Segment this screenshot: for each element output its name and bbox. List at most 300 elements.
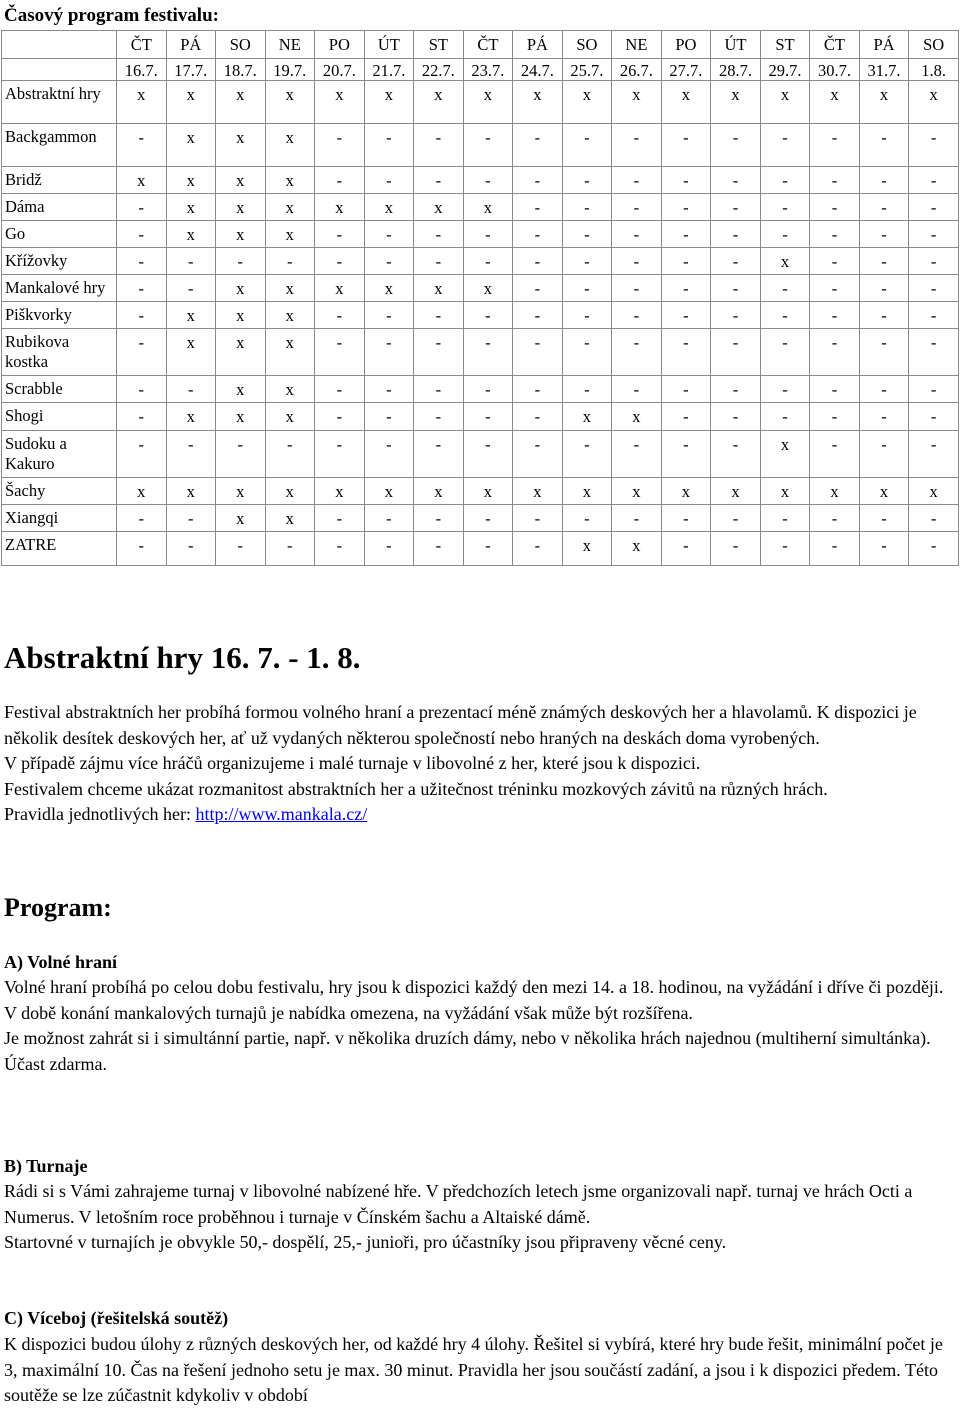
day-header-cell: PO <box>315 31 365 59</box>
schedule-table <box>1 30 959 566</box>
schedule-cell: - <box>612 505 662 532</box>
schedule-cell: x <box>265 194 315 221</box>
schedule-cell: x <box>265 275 315 302</box>
schedule-cell: x <box>612 403 662 431</box>
schedule-cell: x <box>760 431 810 478</box>
schedule-row <box>2 221 959 248</box>
schedule-cell: - <box>661 431 711 478</box>
header-empty-cell <box>2 31 117 59</box>
schedule-cell: x <box>463 275 513 302</box>
schedule-cell: x <box>216 376 266 403</box>
schedule-cell: - <box>364 403 414 431</box>
schedule-cell: - <box>315 376 365 403</box>
schedule-cell: x <box>117 81 167 124</box>
rules-label: Pravidla jednotlivých her: <box>4 804 196 824</box>
schedule-cell: - <box>117 532 167 566</box>
game-name-cell: Abstraktní hry <box>2 81 117 124</box>
schedule-cell: x <box>166 302 216 329</box>
schedule-cell: - <box>562 221 612 248</box>
schedule-cell: - <box>909 376 959 403</box>
schedule-cell: - <box>810 194 860 221</box>
schedule-row <box>2 248 959 275</box>
schedule-cell: - <box>166 376 216 403</box>
date-header-cell: 23.7. <box>463 59 513 81</box>
schedule-cell: - <box>364 124 414 167</box>
schedule-cell: - <box>414 302 464 329</box>
schedule-cell: x <box>216 275 266 302</box>
schedule-cell: - <box>661 124 711 167</box>
schedule-cell: - <box>414 124 464 167</box>
schedule-row <box>2 81 959 124</box>
schedule-cell: x <box>265 403 315 431</box>
intro-text <box>4 700 944 828</box>
schedule-cell: - <box>909 194 959 221</box>
festival-heading: Abstraktní hry 16. 7. - 1. 8. <box>4 640 361 675</box>
schedule-cell: - <box>364 505 414 532</box>
schedule-cell: x <box>364 478 414 505</box>
schedule-cell: x <box>909 81 959 124</box>
schedule-cell: x <box>909 478 959 505</box>
schedule-cell: - <box>711 505 761 532</box>
schedule-cell: - <box>513 505 563 532</box>
schedule-cell: - <box>612 275 662 302</box>
schedule-cell: x <box>216 478 266 505</box>
schedule-cell: - <box>414 221 464 248</box>
schedule-cell: - <box>711 431 761 478</box>
schedule-cell: x <box>810 478 860 505</box>
schedule-cell: x <box>463 478 513 505</box>
schedule-cell: - <box>760 194 810 221</box>
schedule-cell: x <box>315 275 365 302</box>
schedule-cell: x <box>315 194 365 221</box>
schedule-row <box>2 376 959 403</box>
schedule-cell: x <box>265 505 315 532</box>
schedule-cell: - <box>661 376 711 403</box>
schedule-cell: - <box>414 248 464 275</box>
schedule-cell: - <box>216 532 266 566</box>
schedule-cell: - <box>414 403 464 431</box>
schedule-cell: - <box>315 505 365 532</box>
day-header-cell: ST <box>760 31 810 59</box>
schedule-cell: x <box>760 478 810 505</box>
schedule-cell: - <box>612 329 662 376</box>
schedule-cell: - <box>117 505 167 532</box>
game-name-cell: Sudoku a Kakuro <box>2 431 117 478</box>
schedule-cell: - <box>810 124 860 167</box>
schedule-cell: x <box>265 221 315 248</box>
schedule-title: Časový program festivalu: <box>4 5 219 26</box>
schedule-cell: - <box>909 403 959 431</box>
schedule-cell: - <box>513 275 563 302</box>
schedule-cell: x <box>216 81 266 124</box>
schedule-cell: - <box>859 376 909 403</box>
game-name-cell: Šachy <box>2 478 117 505</box>
schedule-cell: - <box>612 124 662 167</box>
schedule-cell: - <box>909 329 959 376</box>
schedule-cell: - <box>117 329 167 376</box>
schedule-cell: - <box>810 505 860 532</box>
day-header-cell: NE <box>265 31 315 59</box>
schedule-cell: - <box>562 124 612 167</box>
schedule-cell: x <box>513 81 563 124</box>
schedule-cell: - <box>216 248 266 275</box>
schedule-cell: - <box>859 194 909 221</box>
schedule-cell: - <box>364 329 414 376</box>
schedule-cell: x <box>711 478 761 505</box>
schedule-cell: x <box>166 167 216 194</box>
schedule-cell: - <box>859 532 909 566</box>
schedule-cell: - <box>810 329 860 376</box>
schedule-cell: - <box>661 505 711 532</box>
schedule-cell: x <box>711 81 761 124</box>
schedule-cell: - <box>513 431 563 478</box>
game-name-cell: Dáma <box>2 194 117 221</box>
schedule-cell: x <box>166 124 216 167</box>
schedule-cell: - <box>909 275 959 302</box>
schedule-cell: - <box>760 221 810 248</box>
schedule-cell: - <box>909 167 959 194</box>
intro-paragraph: Festivalem chceme ukázat rozmanitost abstraktních her a užitečnost tréninku mozkových závitů na různých hrách. <box>4 778 828 799</box>
schedule-cell: - <box>463 532 513 566</box>
schedule-cell: - <box>810 221 860 248</box>
section-b-heading: B) Turnaje <box>4 1156 88 1176</box>
schedule-cell: - <box>513 221 563 248</box>
intro-paragraph: Festival abstraktních her probíhá formou volného hraní a prezentací méně známých deskových her a hlavolamů. K dispozici je několik desítek deskových her, ať už vydaných některou společností nebo hraných na deskách doma vyrobených. <box>4 702 917 748</box>
program-heading: Program: <box>4 893 112 922</box>
schedule-cell: x <box>463 194 513 221</box>
day-header-cell: ČT <box>117 31 167 59</box>
schedule-cell: x <box>760 248 810 275</box>
schedule-cell: - <box>711 248 761 275</box>
date-header-cell: 26.7. <box>612 59 662 81</box>
schedule-cell: - <box>760 302 810 329</box>
schedule-cell: - <box>166 248 216 275</box>
schedule-cell: - <box>859 275 909 302</box>
schedule-cell: - <box>760 167 810 194</box>
schedule-cell: - <box>513 124 563 167</box>
schedule-cell: - <box>562 329 612 376</box>
game-name-cell: Bridž <box>2 167 117 194</box>
schedule-row <box>2 275 959 302</box>
game-name-cell: Rubikova kostka <box>2 329 117 376</box>
schedule-cell: - <box>463 431 513 478</box>
day-header-cell: ST <box>414 31 464 59</box>
day-header-cell: PÁ <box>166 31 216 59</box>
schedule-cell: x <box>414 275 464 302</box>
day-header-cell: ČT <box>810 31 860 59</box>
game-name-cell: Piškvorky <box>2 302 117 329</box>
schedule-cell: - <box>909 124 959 167</box>
schedule-cell: - <box>562 167 612 194</box>
schedule-cell: - <box>414 505 464 532</box>
schedule-cell: - <box>166 431 216 478</box>
schedule-cell: x <box>166 329 216 376</box>
schedule-cell: x <box>265 302 315 329</box>
schedule-cell: - <box>909 532 959 566</box>
schedule-cell: - <box>711 124 761 167</box>
schedule-cell: - <box>661 532 711 566</box>
day-header-cell: ÚT <box>711 31 761 59</box>
schedule-cell: x <box>117 167 167 194</box>
date-header-cell: 18.7. <box>216 59 266 81</box>
schedule-table-body <box>2 31 959 566</box>
game-name-cell: Mankalové hry <box>2 275 117 302</box>
schedule-cell: - <box>315 403 365 431</box>
day-header-cell: NE <box>612 31 662 59</box>
schedule-row <box>2 532 959 566</box>
schedule-cell: - <box>463 505 513 532</box>
date-header-cell: 17.7. <box>166 59 216 81</box>
date-header-cell: 29.7. <box>760 59 810 81</box>
intro-paragraph: V případě zájmu více hráčů organizujeme i malé turnaje v libovolné z her, které jsou k dispozici. <box>4 753 701 773</box>
schedule-cell: x <box>216 505 266 532</box>
schedule-cell: - <box>513 194 563 221</box>
schedule-cell: - <box>711 403 761 431</box>
schedule-cell: - <box>562 248 612 275</box>
schedule-cell: - <box>216 431 266 478</box>
schedule-cell: - <box>562 505 612 532</box>
schedule-cell: - <box>315 431 365 478</box>
schedule-cell: x <box>364 275 414 302</box>
schedule-row <box>2 194 959 221</box>
schedule-cell: x <box>562 478 612 505</box>
schedule-row <box>2 329 959 376</box>
schedule-cell: x <box>216 124 266 167</box>
schedule-cell: - <box>364 302 414 329</box>
schedule-cell: - <box>562 431 612 478</box>
game-name-cell: Backgammon <box>2 124 117 167</box>
date-header-cell: 31.7. <box>859 59 909 81</box>
schedule-cell: - <box>513 329 563 376</box>
schedule-cell: - <box>117 302 167 329</box>
day-header-cell: PO <box>661 31 711 59</box>
schedule-cell: x <box>216 194 266 221</box>
schedule-cell: - <box>612 194 662 221</box>
schedule-row <box>2 478 959 505</box>
date-header-cell: 19.7. <box>265 59 315 81</box>
schedule-cell: - <box>810 248 860 275</box>
schedule-cell: - <box>810 167 860 194</box>
schedule-cell: x <box>414 194 464 221</box>
schedule-cell: - <box>414 431 464 478</box>
rules-link[interactable]: http://www.mankala.cz/ <box>195 804 368 824</box>
schedule-cell: - <box>760 532 810 566</box>
schedule-cell: - <box>661 275 711 302</box>
schedule-cell: - <box>463 329 513 376</box>
schedule-cell: x <box>562 81 612 124</box>
section-a-paragraph: Volné hraní probíhá po celou dobu festivalu, hry jsou k dispozici každý den mezi 14. a 18. hodinou, na vyžádání i dříve či později. V době konání mankalových turnajů je nabídka omezena, na vyžádání však může být rozšířena. <box>4 977 944 1023</box>
schedule-cell: - <box>463 302 513 329</box>
schedule-row <box>2 302 959 329</box>
schedule-cell: x <box>414 81 464 124</box>
schedule-cell: x <box>265 376 315 403</box>
section-c-heading: C) Víceboj (řešitelská soutěž) <box>4 1308 229 1328</box>
schedule-cell: - <box>909 302 959 329</box>
schedule-cell: - <box>414 167 464 194</box>
schedule-cell: - <box>463 403 513 431</box>
schedule-cell: - <box>661 221 711 248</box>
schedule-cell: - <box>661 167 711 194</box>
date-header-cell: 21.7. <box>364 59 414 81</box>
schedule-cell: - <box>612 376 662 403</box>
day-header-cell: ÚT <box>364 31 414 59</box>
schedule-cell: x <box>859 81 909 124</box>
schedule-cell: - <box>463 376 513 403</box>
schedule-cell: - <box>711 167 761 194</box>
game-name-cell: Křížovky <box>2 248 117 275</box>
date-header-cell: 24.7. <box>513 59 563 81</box>
schedule-cell: x <box>612 478 662 505</box>
schedule-cell: - <box>117 221 167 248</box>
section-a-paragraph: Účast zdarma. <box>4 1053 107 1074</box>
schedule-cell: - <box>661 248 711 275</box>
schedule-row <box>2 167 959 194</box>
schedule-cell: x <box>166 403 216 431</box>
schedule-cell: - <box>859 124 909 167</box>
schedule-cell: - <box>711 329 761 376</box>
schedule-cell: - <box>760 124 810 167</box>
schedule-cell: x <box>265 167 315 194</box>
schedule-cell: - <box>364 221 414 248</box>
schedule-cell: - <box>760 403 810 431</box>
schedule-cell: x <box>810 81 860 124</box>
schedule-cell: - <box>562 194 612 221</box>
schedule-cell: - <box>315 221 365 248</box>
schedule-cell: - <box>909 221 959 248</box>
game-name-cell: Scrabble <box>2 376 117 403</box>
schedule-cell: - <box>117 248 167 275</box>
schedule-row <box>2 124 959 167</box>
schedule-cell: x <box>513 478 563 505</box>
schedule-cell: - <box>117 194 167 221</box>
schedule-cell: - <box>711 302 761 329</box>
schedule-cell: - <box>562 376 612 403</box>
schedule-cell: - <box>463 221 513 248</box>
schedule-cell: - <box>661 403 711 431</box>
schedule-cell: - <box>166 505 216 532</box>
schedule-cell: - <box>117 275 167 302</box>
game-name-cell: Shogi <box>2 403 117 431</box>
schedule-cell: - <box>859 248 909 275</box>
date-header-cell: 1.8. <box>909 59 959 81</box>
schedule-cell: - <box>661 194 711 221</box>
schedule-cell: - <box>513 302 563 329</box>
schedule-cell: x <box>562 532 612 566</box>
schedule-cell: - <box>364 167 414 194</box>
schedule-cell: - <box>315 329 365 376</box>
schedule-cell: - <box>315 124 365 167</box>
schedule-cell: x <box>166 221 216 248</box>
game-name-cell: Xiangqi <box>2 505 117 532</box>
section-c-text <box>4 1332 944 1409</box>
date-header-cell: 22.7. <box>414 59 464 81</box>
schedule-cell: - <box>612 221 662 248</box>
schedule-cell: - <box>859 221 909 248</box>
schedule-cell: x <box>265 81 315 124</box>
schedule-cell: x <box>661 81 711 124</box>
day-header-cell: SO <box>216 31 266 59</box>
day-header-cell: ČT <box>463 31 513 59</box>
schedule-cell: - <box>166 532 216 566</box>
schedule-cell: - <box>711 275 761 302</box>
schedule-cell: x <box>265 329 315 376</box>
section-a-paragraph: Je možnost zahrát si i simultánní partie, např. v několika druzích dámy, nebo v několika hrách najednou (multiherní simultánka). <box>4 1028 931 1048</box>
schedule-cell: - <box>859 302 909 329</box>
schedule-cell: x <box>612 81 662 124</box>
schedule-cell: - <box>612 431 662 478</box>
schedule-cell: x <box>562 403 612 431</box>
date-header-cell: 28.7. <box>711 59 761 81</box>
date-header-cell: 27.7. <box>661 59 711 81</box>
schedule-cell: x <box>166 478 216 505</box>
schedule-cell: - <box>117 124 167 167</box>
schedule-cell: x <box>216 221 266 248</box>
schedule-cell: - <box>265 248 315 275</box>
schedule-cell: - <box>513 376 563 403</box>
date-header-cell: 30.7. <box>810 59 860 81</box>
schedule-cell: - <box>909 248 959 275</box>
schedule-cell: - <box>265 532 315 566</box>
schedule-cell: - <box>760 376 810 403</box>
dates-row <box>2 59 959 81</box>
schedule-cell: - <box>661 302 711 329</box>
schedule-cell: x <box>760 81 810 124</box>
schedule-cell: - <box>810 302 860 329</box>
schedule-cell: - <box>810 376 860 403</box>
schedule-cell: - <box>315 248 365 275</box>
section-a-heading: A) Volné hraní <box>4 952 118 972</box>
schedule-cell: - <box>364 248 414 275</box>
schedule-cell: - <box>414 532 464 566</box>
header-empty-cell <box>2 59 117 81</box>
schedule-cell: - <box>117 431 167 478</box>
schedule-cell: - <box>859 167 909 194</box>
schedule-row <box>2 403 959 431</box>
schedule-cell: x <box>364 81 414 124</box>
schedule-cell: - <box>612 302 662 329</box>
schedule-cell: - <box>364 376 414 403</box>
schedule-cell: - <box>612 167 662 194</box>
schedule-cell: - <box>315 167 365 194</box>
schedule-cell: - <box>711 221 761 248</box>
schedule-cell: - <box>513 403 563 431</box>
schedule-cell: - <box>909 505 959 532</box>
schedule-cell: - <box>612 248 662 275</box>
schedule-cell: - <box>414 329 464 376</box>
schedule-cell: x <box>265 478 315 505</box>
schedule-cell: x <box>612 532 662 566</box>
schedule-cell: - <box>661 329 711 376</box>
schedule-cell: - <box>414 376 464 403</box>
schedule-cell: - <box>265 431 315 478</box>
schedule-cell: - <box>810 275 860 302</box>
day-header-cell: PÁ <box>859 31 909 59</box>
schedule-cell: - <box>760 505 810 532</box>
schedule-cell: - <box>463 124 513 167</box>
schedule-cell: - <box>562 302 612 329</box>
days-row <box>2 31 959 59</box>
schedule-cell: x <box>216 302 266 329</box>
schedule-cell: x <box>166 194 216 221</box>
schedule-cell: - <box>315 532 365 566</box>
schedule-cell: - <box>463 248 513 275</box>
schedule-cell: - <box>364 431 414 478</box>
schedule-cell: x <box>216 167 266 194</box>
schedule-cell: - <box>859 431 909 478</box>
schedule-cell: x <box>463 81 513 124</box>
date-header-cell: 20.7. <box>315 59 365 81</box>
schedule-row <box>2 505 959 532</box>
